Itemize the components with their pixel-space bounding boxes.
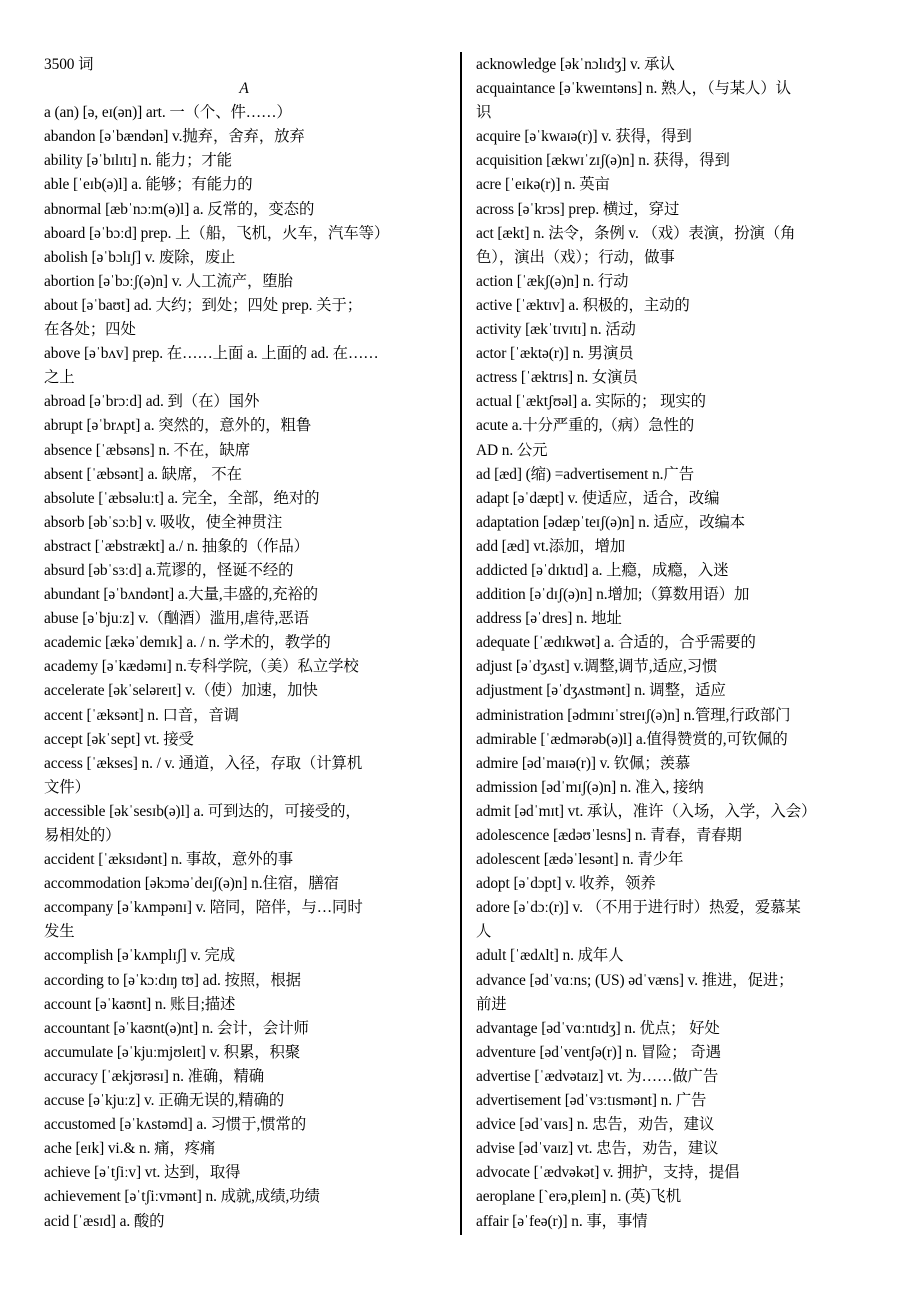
entry-line: act [ækt] n. 法令，条例 v. （戏）表演，扮演（角: [476, 224, 796, 242]
entry-line: acid [ˈæsɪd] a. 酸的: [44, 1212, 165, 1230]
entry-line: advice [ədˈvaɪs] n. 忠告，劝告，建议: [476, 1116, 715, 1134]
entry-line: abolish [əˈbɔlɪʃ] v. 废除，废止: [44, 248, 236, 266]
entry-line: abortion [əˈbɔːʃ(ə)n] v. 人工流产，堕胎: [44, 272, 293, 290]
left-column: [44, 53, 459, 1234]
entry-line: acute a.十分严重的,（病）急性的: [476, 417, 695, 435]
entry-line: advertisement [ədˈvɜːtɪsmənt] n. 广告: [476, 1092, 707, 1110]
column-divider: [460, 52, 462, 1235]
right-column: [476, 53, 888, 1234]
entry-line: abrupt [əˈbrʌpt] a. 突然的，意外的，粗鲁: [44, 417, 312, 435]
entry-line: abstract [ˈæbstrækt] a./ n. 抽象的（作品）: [44, 537, 309, 555]
entry-line: according to [əˈkɔːdɪŋ tʊ] ad. 按照，根据: [44, 971, 301, 989]
entry-line: actor [ˈæktə(r)] n. 男演员: [476, 345, 634, 363]
page-title: 3500 词: [44, 56, 94, 73]
entry-line: accountant [əˈkaʊnt(ə)nt] n. 会计，会计师: [44, 1019, 309, 1037]
entry-line: actual [ˈæktʃʊəl] a. 实际的； 现实的: [476, 393, 706, 411]
entry-line: actress [ˈæktrɪs] n. 女演员: [476, 369, 638, 387]
entry-line: advance [ədˈvɑːns; (US) ədˈvæns] v. 推进，促进；: [476, 971, 794, 989]
entry-line: address [əˈdres] n. 地址: [476, 610, 622, 628]
entry-line: acquisition [ækwɪˈzɪʃ(ə)n] n. 获得，得到: [476, 152, 730, 170]
entry-line: ad [æd] (缩) =advertisement n.广告: [476, 465, 694, 483]
entry-line: acknowledge [əkˈnɔlɪdʒ] v. 承认: [476, 56, 675, 73]
entry-line: accustomed [əˈkʌstəmd] a. 习惯于,惯常的: [44, 1116, 307, 1134]
entry-line: abandon [əˈbændən] v.抛弃，舍弃，放弃: [44, 128, 305, 146]
entry-line: absorb [əbˈsɔːb] v. 吸收，使全神贯注: [44, 513, 283, 531]
entry-line: access [ˈækses] n. / v. 通道，入径，存取（计算机: [44, 754, 363, 772]
entry-line: absurd [əbˈsɜːd] a.荒谬的，怪诞不经的: [44, 561, 294, 579]
entry-line: accuracy [ˈækjʊrəsɪ] n. 准确，精确: [44, 1067, 265, 1085]
entry-line: active [ˈæktɪv] a. 积极的，主动的: [476, 296, 690, 314]
entry-line: adult [ˈædʌlt] n. 成年人: [476, 947, 624, 965]
entry-line: adaptation [ədæpˈteɪʃ(ə)n] n. 适应，改编本: [476, 513, 746, 531]
entry-line: 前进: [476, 995, 507, 1013]
entry-line: addicted [əˈdɪktɪd] a. 上瘾，成瘾，入迷: [476, 561, 729, 579]
left-entry-list: [44, 101, 459, 1233]
entry-line: 识: [476, 104, 492, 122]
entry-line: abundant [əˈbʌndənt] a.大量,丰盛的,充裕的: [44, 586, 319, 604]
entry-line: aboard [əˈbɔːd] prep. 上（船，飞机，火车，汽车等）: [44, 224, 390, 242]
entry-line: 发生: [44, 923, 75, 941]
entry-line: adjustment [əˈdʒʌstmənt] n. 调整，适应: [476, 682, 726, 700]
entry-line: accomplish [əˈkʌmplɪʃ] v. 完成: [44, 947, 236, 965]
entry-line: across [əˈkrɔs] prep. 横过，穿过: [476, 200, 680, 218]
entry-line: admission [ədˈmɪʃ(ə)n] n. 准入, 接纳: [476, 778, 704, 796]
entry-line: advise [ədˈvaɪz] vt. 忠告，劝告，建议: [476, 1140, 719, 1158]
entry-line: adolescence [ædəʊˈlesns] n. 青春，青春期: [476, 827, 742, 844]
entry-line: addition [əˈdɪʃ(ə)n] n.增加;（算数用语）加: [476, 586, 750, 604]
entry-line: account [əˈkaʊnt] n. 账目;描述: [44, 995, 236, 1013]
entry-line: a (an) [ə, eɪ(ən)] art. 一（个、件……）: [44, 104, 292, 122]
entry-line: acquaintance [əˈkweɪntəns] n. 熟人，（与某人）认: [476, 80, 791, 98]
entry-line: absent [ˈæbsənt] a. 缺席， 不在: [44, 465, 242, 483]
entry-line: accompany [əˈkʌmpənɪ] v. 陪同，陪伴，与…同时: [44, 899, 363, 917]
entry-line: accommodation [əkɔməˈdeɪʃ(ə)n] n.住宿，膳宿: [44, 875, 339, 893]
entry-line: administration [ədmɪnɪˈstreɪʃ(ə)n] n.管理,行政部门: [476, 706, 791, 724]
entry-line: abuse [əˈbjuːz] v.（酗酒）滥用,虐待,恶语: [44, 610, 309, 628]
entry-line: abroad [əˈbrɔːd] ad. 到（在）国外: [44, 393, 260, 411]
entry-line: accuse [əˈkjuːz] v. 正确无误的,精确的: [44, 1092, 285, 1110]
right-entry-list: [476, 53, 888, 1234]
entry-line: adolescent [ædəˈlesənt] n. 青少年: [476, 851, 684, 869]
entry-line: 人: [476, 923, 492, 941]
entry-line: accept [əkˈsept] vt. 接受: [44, 730, 194, 748]
entry-line: aeroplane [ˋerə,pleɪn] n. (英)飞机: [476, 1188, 682, 1206]
entry-line: absence [ˈæbsəns] n. 不在，缺席: [44, 441, 250, 459]
entry-line: adopt [əˈdɔpt] v. 收养，领养: [476, 875, 656, 893]
entry-line: adjust [əˈdʒʌst] v.调整,调节,适应,习惯: [476, 658, 718, 676]
entry-line: advantage [ədˈvɑːntɪdʒ] n. 优点； 好处: [476, 1019, 720, 1037]
entry-line: AD n. 公元: [476, 441, 548, 459]
entry-line: able [ˈeɪb(ə)l] a. 能够；有能力的: [44, 176, 253, 194]
entry-line: academic [ækəˈdemɪk] a. / n. 学术的，教学的: [44, 634, 331, 652]
entry-line: advertise [ˈædvətaɪz] vt. 为……做广告: [476, 1067, 719, 1085]
entry-line: adequate [ˈædɪkwət] a. 合适的，合乎需要的: [476, 634, 756, 652]
entry-line: absolute [ˈæbsəluːt] a. 完全，全部，绝对的: [44, 489, 320, 507]
entry-line: ability [əˈbɪlɪtɪ] n. 能力；才能: [44, 152, 232, 170]
entry-line: 之上: [44, 369, 75, 387]
entry-line: adventure [ədˈventʃə(r)] n. 冒险； 奇遇: [476, 1043, 721, 1061]
entry-line: accident [ˈæksɪdənt] n. 事故，意外的事: [44, 851, 294, 869]
entry-line: activity [ækˈtɪvɪtɪ] n. 活动: [476, 321, 636, 339]
entry-line: adore [əˈdɔː(r)] v. （不用于进行时）热爱，爱慕某: [476, 899, 801, 917]
entry-line: 色），演出（戏）；行动，做事: [476, 248, 675, 266]
entry-line: admire [ədˈmaɪə(r)] v. 钦佩；羡慕: [476, 754, 691, 772]
section-letter: A: [239, 80, 249, 98]
entry-line: affair [əˈfeə(r)] n. 事，事情: [476, 1212, 648, 1230]
entry-line: admit [ədˈmɪt] vt. 承认，准许（入场，入学，入会）: [476, 802, 817, 820]
entry-line: accumulate [əˈkjuːmjʊleɪt] v. 积累，积聚: [44, 1043, 301, 1061]
entry-line: about [əˈbaʊt] ad. 大约；到处；四处 prep. 关于；: [44, 296, 363, 314]
entry-line: accelerate [əkˈseləreɪt] v.（使）加速，加快: [44, 682, 318, 700]
entry-line: 在各处；四处: [44, 321, 136, 339]
entry-line: add [æd] vt.添加，增加: [476, 537, 626, 555]
entry-line: accent [ˈæksənt] n. 口音，音调: [44, 706, 239, 724]
entry-line: ache [eɪk] vi.& n. 痛，疼痛: [44, 1140, 216, 1158]
entry-line: acquire [əˈkwaɪə(r)] v. 获得，得到: [476, 128, 692, 146]
entry-line: 文件）: [44, 778, 90, 796]
entry-line: 易相处的）: [44, 827, 121, 844]
entry-line: accessible [əkˈsesɪb(ə)l] a. 可到达的，可接受的，: [44, 802, 361, 820]
entry-line: above [əˈbʌv] prep. 在……上面 a. 上面的 ad. 在……: [44, 345, 379, 363]
entry-line: abnormal [æbˈnɔːm(ə)l] a. 反常的，变态的: [44, 200, 315, 218]
entry-line: achieve [əˈtʃiːv] vt. 达到，取得: [44, 1164, 241, 1182]
entry-line: advocate [ˈædvəkət] v. 拥护，支持，提倡: [476, 1164, 740, 1182]
entry-line: adapt [əˈdæpt] v. 使适应，适合，改编: [476, 489, 720, 507]
entry-line: academy [əˈkædəmɪ] n.专科学院,（美）私立学校: [44, 658, 359, 676]
entry-line: admirable [ˈædmərəb(ə)l] a.值得赞赏的,可钦佩的: [476, 730, 788, 748]
entry-line: action [ˈækʃ(ə)n] n. 行动: [476, 272, 629, 290]
entry-line: achievement [əˈtʃiːvmənt] n. 成就,成绩,功绩: [44, 1188, 320, 1206]
entry-line: acre [ˈeɪkə(r)] n. 英亩: [476, 176, 610, 194]
